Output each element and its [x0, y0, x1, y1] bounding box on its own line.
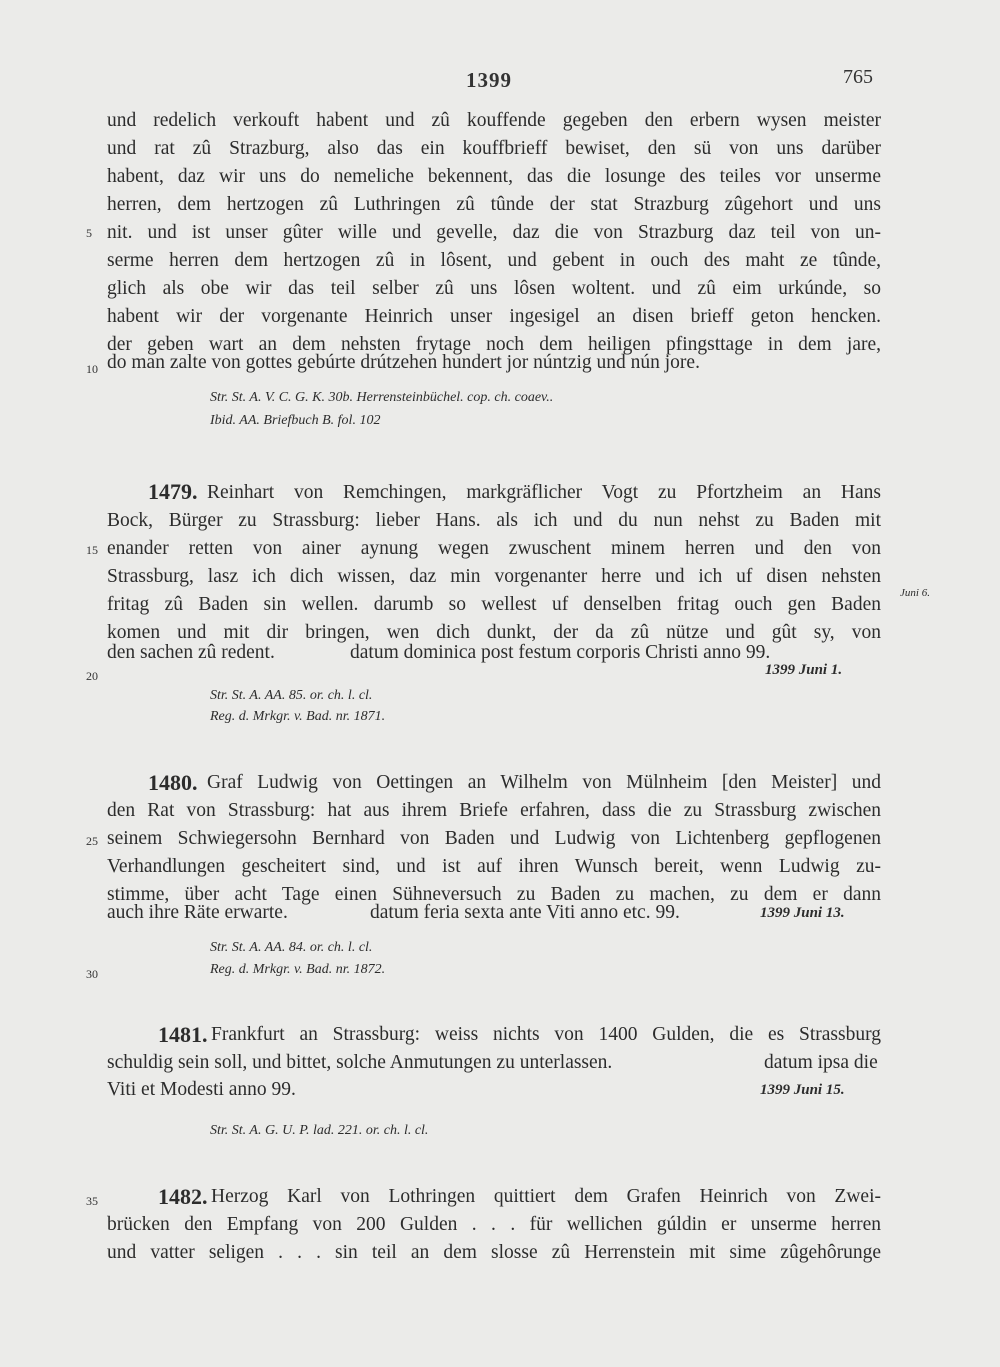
text-line: Strassburg, lasz ich dich wissen, daz min vorgenanter herre und ich uf disen nehsten: [107, 566, 881, 587]
dating-clause: datum dominica post festum corporis Christi anno 99.: [350, 642, 771, 663]
text-line: Verhandlungen gescheitert sind, und ist auf ihren Wunsch bereit, wenn Ludwig zu-: [107, 856, 881, 877]
page-header-year: 1399: [466, 68, 512, 92]
text-line: Viti et Modesti anno 99.: [107, 1079, 296, 1100]
text-line: do man zalte von gottes gebúrte drútzehen hundert jor núntzig und nún jore.: [107, 352, 700, 373]
source-reference: Str. St. A. V. C. G. K. 30b. Herrensteinbüchel. cop. ch. coaev..: [210, 390, 554, 405]
entry-date: 1399 Juni 13.: [760, 905, 845, 921]
entry-number: 1482.: [158, 1184, 208, 1209]
text-line: stimme, über acht Tage einen Sühneversuch zu Baden zu machen, zu dem er dann: [107, 884, 881, 905]
text-line: den Rat von Strassburg: hat aus ihrem Briefe erfahren, dass die zu Strassburg zwischen: [107, 800, 881, 821]
page-number: 765: [843, 66, 873, 88]
text-line: nit. und ist unser gûter wille und gevelle, daz die von Strazburg daz teil von un-: [107, 222, 881, 243]
text-line: Bock, Bürger zu Strassburg: lieber Hans. als ich und du nun nehst zu Baden mit: [107, 510, 881, 531]
margin-date-note: Juni 6.: [900, 587, 930, 599]
line-number: 10: [86, 362, 98, 376]
text-line: habent, daz wir uns do nemeliche bekennent, das die losunge des teiles vor unserme: [107, 166, 881, 187]
dating-clause: datum feria sexta ante Viti anno etc. 99.: [370, 902, 680, 923]
source-reference: Reg. d. Mrkgr. v. Bad. nr. 1871.: [210, 709, 386, 724]
text-line: Reinhart von Remchingen, markgräflicher Vogt zu Pfortzheim an Hans: [207, 482, 881, 503]
line-number: 25: [86, 834, 98, 848]
text-line: herren, dem hertzogen zû Luthringen zû tûnde der stat Strazburg zûgehort und uns: [107, 194, 881, 215]
source-reference: Ibid. AA. Briefbuch B. fol. 102: [210, 413, 381, 428]
entry-date: 1399 Juni 15.: [760, 1082, 845, 1098]
text-line: seinem Schwiegersohn Bernhard von Baden und Ludwig von Lichtenberg gepflogenen: [107, 828, 881, 849]
text-line: habent wir der vorgenante Heinrich unser ingesigel an disen brieff geton hencken.: [107, 306, 881, 327]
source-reference: Str. St. A. G. U. P. lad. 221. or. ch. l. cl.: [210, 1123, 429, 1138]
text-line: glich als obe wir das teil selber zû uns lôsen woltent. und zû eim urkúnde, so: [107, 278, 881, 299]
source-reference: Reg. d. Mrkgr. v. Bad. nr. 1872.: [210, 962, 386, 977]
text-line: den sachen zû redent.: [107, 642, 275, 663]
line-number: 35: [86, 1194, 98, 1208]
source-reference: Str. St. A. AA. 85. or. ch. l. cl.: [210, 688, 373, 703]
text-line: Frankfurt an Strassburg: weiss nichts von 1400 Gulden, die es Strassburg: [211, 1024, 881, 1045]
dating-clause: datum ipsa die: [764, 1052, 878, 1073]
line-number: 5: [86, 226, 92, 240]
line-number: 20: [86, 669, 98, 683]
text-line: und redelich verkouft habent und zû kouffende gegeben den erbern wysen meister: [107, 110, 881, 131]
text-line: komen und mit dir bringen, wen dich dunkt, der da zû nütze und gût sy, von: [107, 622, 881, 643]
entry-number: 1480.: [148, 770, 198, 795]
text-line: serme herren dem hertzogen zû in lôsent, und gebent in ouch des maht ze tûnde,: [107, 250, 881, 271]
text-line: schuldig sein soll, und bittet, solche Anmutungen zu unterlassen.: [107, 1052, 613, 1073]
entry-number: 1479.: [148, 479, 198, 504]
text-line: Graf Ludwig von Oettingen an Wilhelm von Mülnheim [den Meister] und: [207, 772, 881, 793]
source-reference: Str. St. A. AA. 84. or. ch. l. cl.: [210, 940, 373, 955]
text-line: der geben wart an dem nehsten frytage noch dem heiligen pfingsttage in dem jare,: [107, 334, 881, 355]
text-line: brücken den Empfang von 200 Gulden . . . für wellichen gúldin er unserme herren: [107, 1214, 881, 1235]
entry-date: 1399 Juni 1.: [765, 662, 843, 678]
text-line: und rat zû Strazburg, also das ein kouffbrieff bewiset, den sü von uns darüber: [107, 138, 881, 159]
text-line: fritag zû Baden sin wellen. darumb so wellest uf denselben fritag ouch gen Baden: [107, 594, 881, 615]
line-number: 15: [86, 543, 98, 557]
text-line: auch ihre Räte erwarte.: [107, 902, 288, 923]
text-line: Herzog Karl von Lothringen quittiert dem Grafen Heinrich von Zwei-: [211, 1186, 881, 1207]
line-number: 30: [86, 967, 98, 981]
entry-number: 1481.: [158, 1022, 208, 1047]
text-line: enander retten von ainer aynung wegen zwuschent minem herren und den von: [107, 538, 881, 559]
text-line: und vatter seligen . . . sin teil an dem slosse zû Herrenstein mit sime zûgehôrunge: [107, 1242, 881, 1263]
